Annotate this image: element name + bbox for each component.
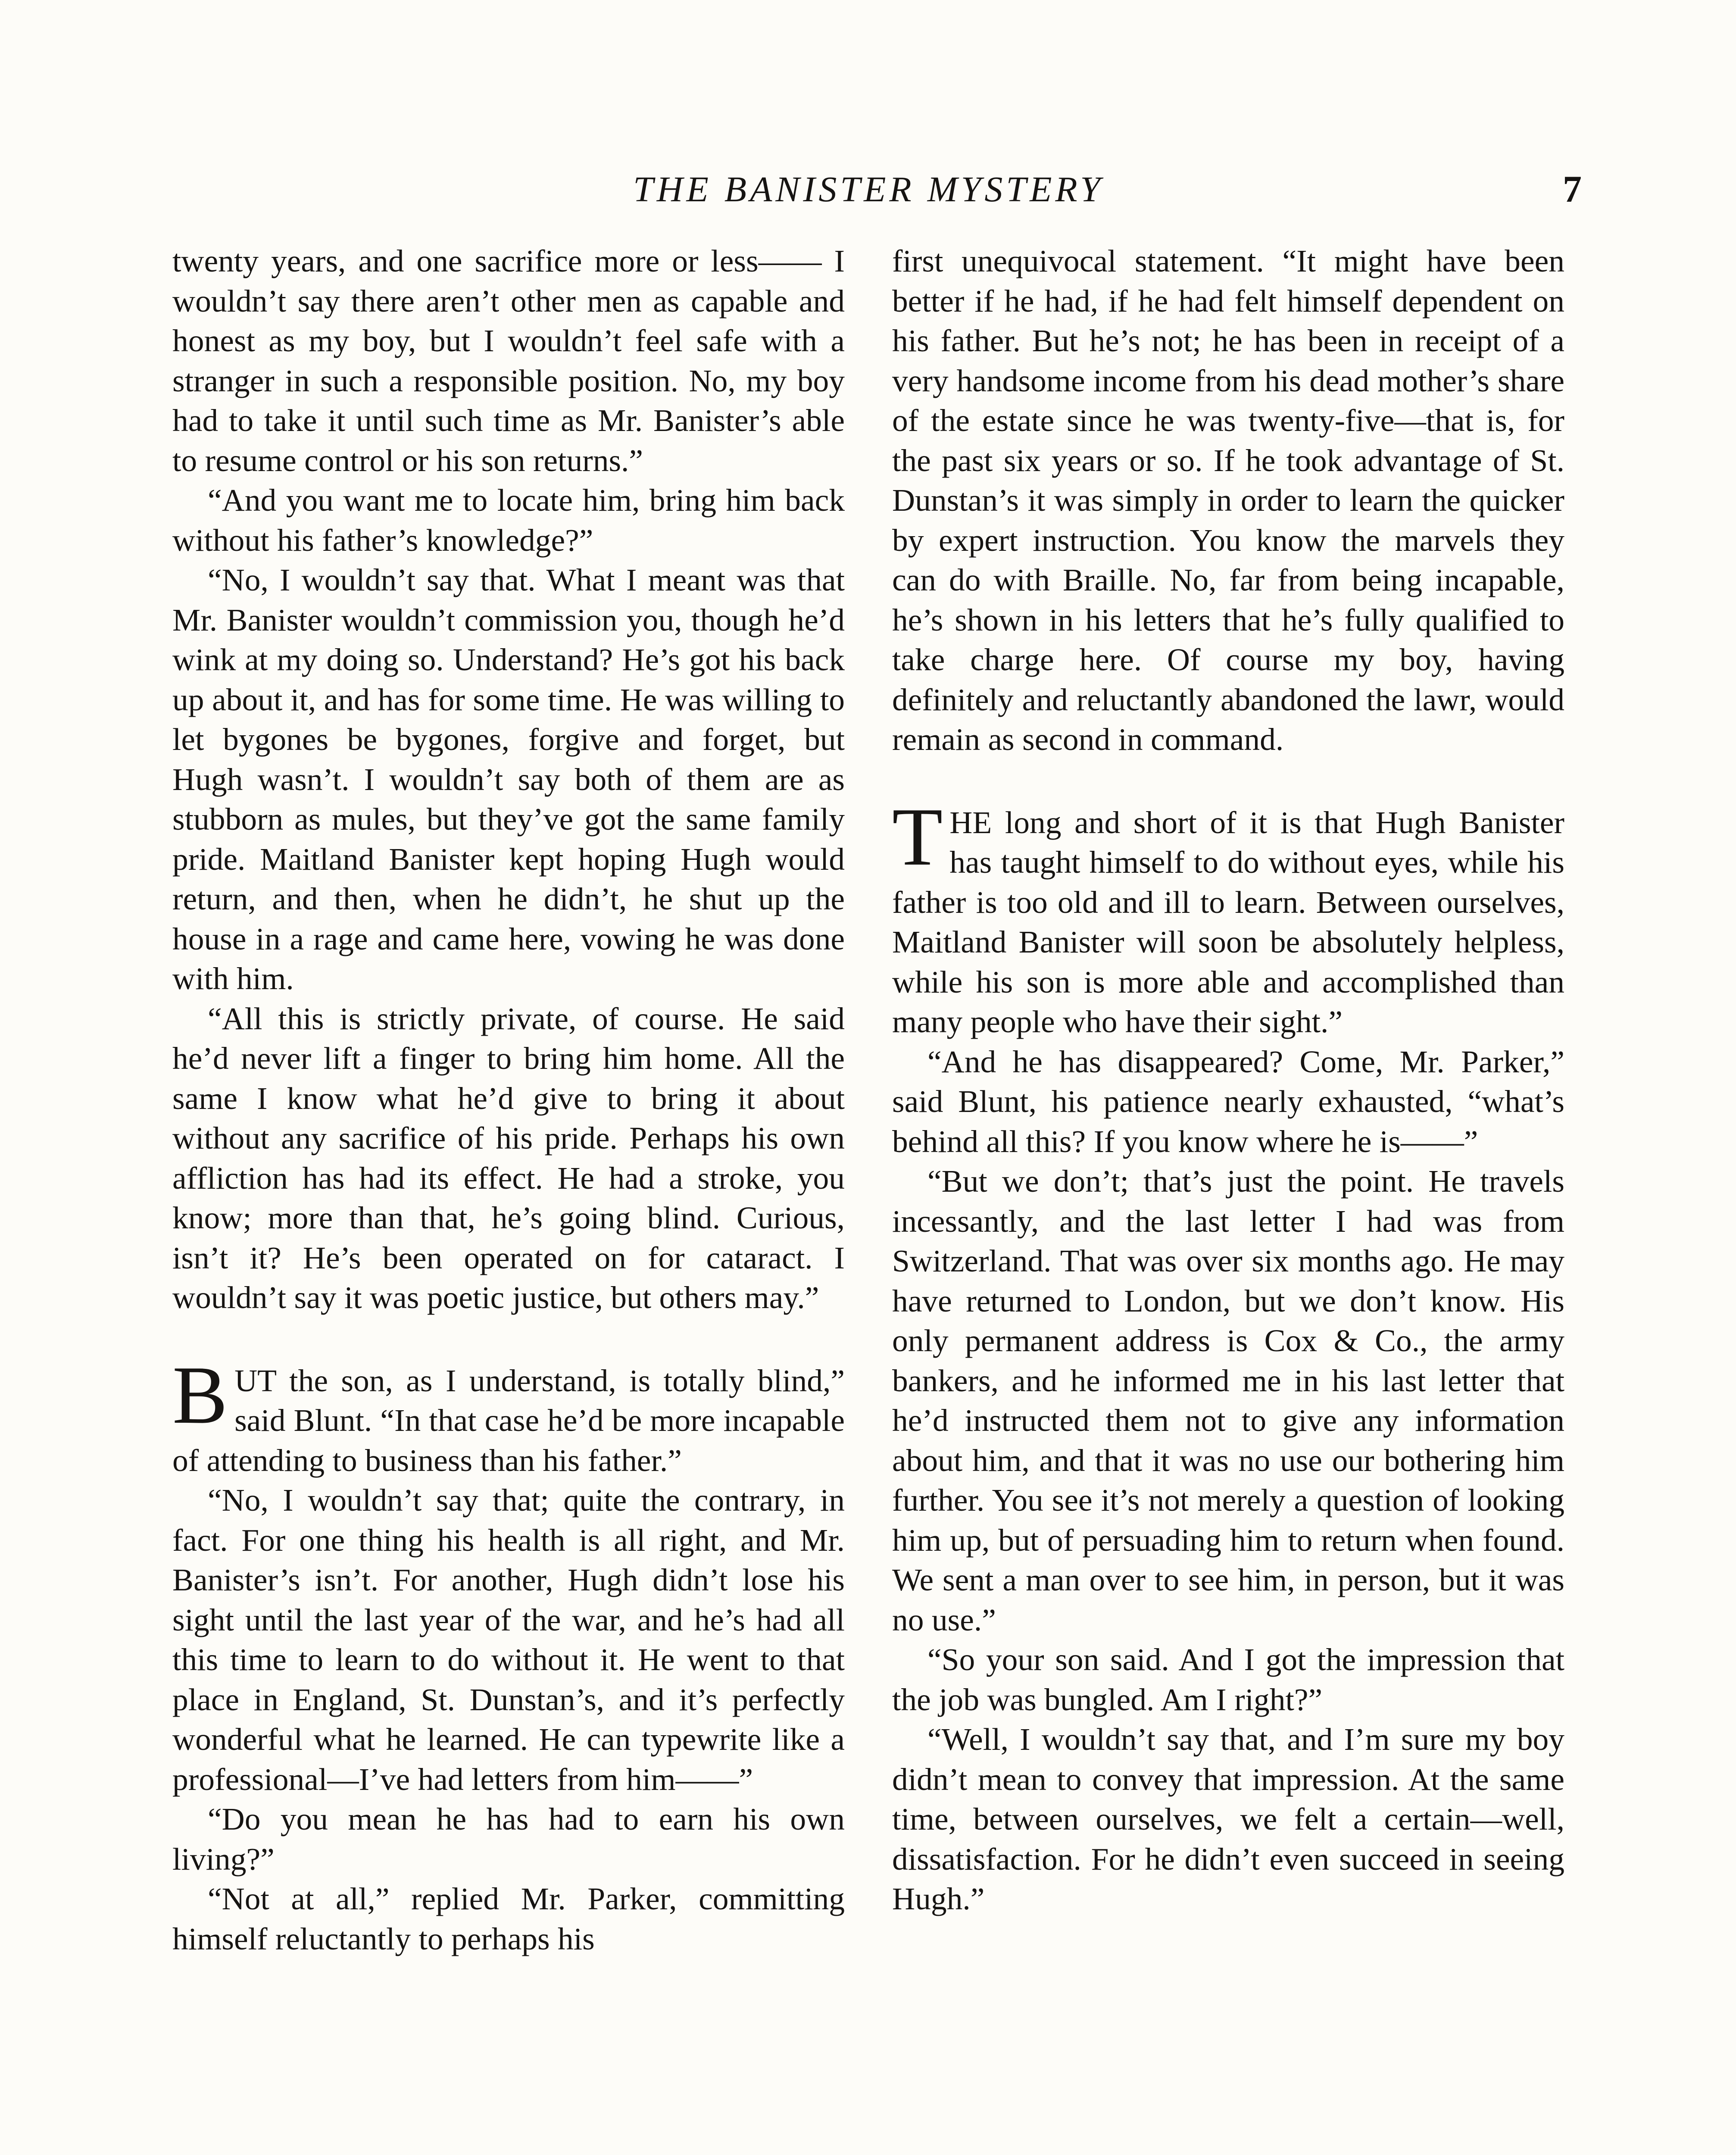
dropcap-paragraph-text: HE long and short of it is that Hugh Banister has taught himself to do without eyes, while his father is too old and ill to learn. Between ourselves, Maitland Banister will soon be absolutely helpless, while his son is more able and accomplished than many people who have their sight.” [892, 805, 1564, 1039]
paragraph: “So your son said. And I got the impression that the job was bungled. Am I right?” [892, 1642, 1564, 1717]
right-column [892, 241, 1564, 1919]
paragraph: “No, I wouldn’t say that; quite the contrary, in fact. For one thing his health is all right, and Mr. Banister’s isn’t. For another, Hugh didn’t lose his sight until the last year of the war, and he’s had all this time to learn to do without it. He went to that place in England, St. Dunstan’s, and it’s perfectly wonderful what he learned. He can typewrite like a professional—I’ve had letters from him——” [172, 1483, 845, 1797]
running-header [164, 166, 1582, 213]
paragraph: “No, I wouldn’t say that. What I meant was that Mr. Banister wouldn’t commission you, though he’d wink at my doing so. Understand? He’s got his back up about it, and has for some time. He was willing to let bygones be bygones, forgive and forget, but Hugh wasn’t. I wouldn’t say both of them are as stubborn as mules, but they’ve got the same family pride. Maitland Banister kept hoping Hugh would return, and then, when he didn’t, he shut up the house in a rage and came here, vowing he was done with him. [172, 562, 845, 996]
drop-cap: B [172, 1349, 228, 1441]
paragraph: “Not at all,” replied Mr. Parker, committing himself reluctantly to perhaps his [172, 1881, 845, 1956]
paragraph: “And he has disappeared? Come, Mr. Parker,” said Blunt, his patience nearly exhausted, “what’s behind all this? If you know where he is——” [892, 1044, 1564, 1159]
paragraph: twenty years, and one sacrifice more or less—— I wouldn’t say there aren’t other men as capable and honest as my boy, but I wouldn’t feel safe with a stranger in such a responsible position. No, my boy had to take it until such time as Mr. Banister’s able to resume control or his son returns.” [172, 244, 845, 478]
left-column [172, 241, 845, 1959]
dropcap-paragraph [892, 790, 1564, 1042]
drop-cap: T [892, 790, 943, 883]
paragraph: “But we don’t; that’s just the point. He travels incessantly, and the last letter I had was from Switzerland. That was over six months ago. He may have returned to London, but we don’t know. His only permanent address is Cox & Co., the army bankers, and he informed me in his last letter that he’d instructed them not to give any information about him, and that it was no use our bothering him further. You see it’s not merely a question of looking him up, but of persuading him to return when found. We sent a man over to see him, in person, but it was no use.” [892, 1164, 1564, 1637]
paragraph: “Do you mean he has had to earn his own living?” [172, 1802, 845, 1877]
paragraph: “Well, I wouldn’t say that, and I’m sure my boy didn’t mean to convey that impression. At the same time, between ourselves, we felt a certain—well, dissatisfaction. For he didn’t even succeed in seeing Hugh.” [892, 1722, 1564, 1916]
page-number: 7 [1563, 169, 1582, 210]
dropcap-paragraph [172, 1349, 845, 1481]
paragraph: “All this is strictly private, of course. He said he’d never lift a finger to bring him home. All the same I know what he’d give to bring it about without any sacrifice of his pride. Perhaps his own affliction has had its effect. He had a stroke, you know; more than that, he’s going blind. Curious, isn’t it? He’s been operated on for cataract. I wouldn’t say it was poetic justice, but others may.” [172, 1001, 845, 1315]
page-title: THE BANISTER MYSTERY [633, 169, 1104, 209]
paragraph: first unequivocal statement. “It might have been better if he had, if he had felt himself dependent on his father. But he’s not; he has been in receipt of a very handsome income from his dead mother’s share of the estate since he was twenty-five—that is, for the past six years or so. If he took advantage of St. Dunstan’s it was simply in order to learn the quicker by expert instruction. You know the marvels they can do with Braille. No, far from being incapable, he’s shown in his letters that he’s fully qualified to take charge here. Of course my boy, having definitely and reluctantly abandoned the lawr, would remain as second in command. [892, 244, 1564, 757]
dropcap-paragraph-text: UT the son, as I understand, is totally blind,” said Blunt. “In that case he’d be more incapable of attending to business than his father.” [172, 1363, 845, 1478]
paragraph: “And you want me to locate him, bring him back without his father’s knowledge?” [172, 483, 845, 558]
